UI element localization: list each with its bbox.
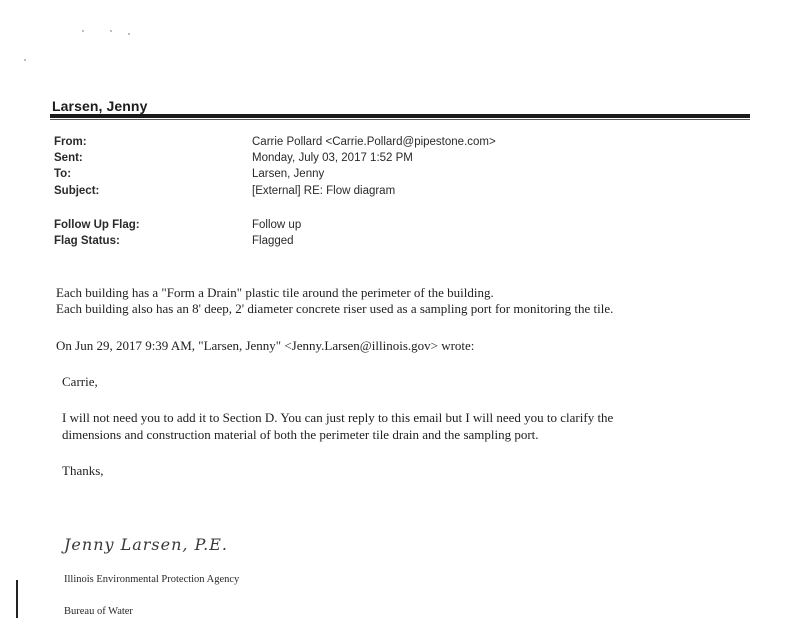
flag-status-label: Flag Status: — [54, 235, 120, 247]
flag-status-value: Flagged — [252, 235, 294, 247]
signature: Jenny Larsen, P.E. — [64, 535, 228, 554]
header-divider — [50, 114, 750, 118]
sent-label: Sent: — [54, 152, 83, 164]
sender-display-name: Larsen, Jenny — [52, 98, 148, 114]
scan-margin-mark — [16, 580, 18, 618]
from-value: Carrie Pollard <Carrie.Pollard@pipestone.com> — [252, 136, 496, 148]
agency-name: Illinois Environmental Protection Agency — [64, 574, 240, 585]
scan-speck — [24, 59, 26, 61]
header-divider-thin — [50, 119, 750, 120]
subject-label: Subject: — [54, 185, 100, 197]
scan-speck — [82, 30, 84, 32]
follow-up-flag-value: Follow up — [252, 219, 302, 231]
from-label: From: — [54, 136, 87, 148]
body-line-2: Each building also has an 8' deep, 2' diameter concrete riser used as a sampling port for monitoring the tile. — [56, 301, 614, 316]
follow-up-flag-label: Follow Up Flag: — [54, 219, 140, 231]
quoted-greeting: Carrie, — [62, 374, 98, 389]
subject-value: [External] RE: Flow diagram — [252, 185, 396, 197]
scan-speck — [110, 30, 112, 32]
quoted-para-line-1: I will not need you to add it to Section D. You can just reply to this email but I will need you to clarify the — [62, 410, 614, 425]
quoted-intro: On Jun 29, 2017 9:39 AM, "Larsen, Jenny" <Jenny.Larsen@illinois.gov> wrote: — [56, 338, 475, 353]
quoted-closing: Thanks, — [62, 463, 104, 478]
to-value: Larsen, Jenny — [252, 168, 325, 180]
body-line-1: Each building has a "Form a Drain" plastic tile around the perimeter of the building. — [56, 285, 494, 300]
sent-value: Monday, July 03, 2017 1:52 PM — [252, 152, 413, 164]
scan-speck — [128, 33, 130, 35]
bureau-name: Bureau of Water — [64, 606, 133, 617]
to-label: To: — [54, 168, 72, 180]
quoted-para-line-2: dimensions and construction material of both the perimeter tile drain and the sampling port. — [62, 427, 539, 442]
